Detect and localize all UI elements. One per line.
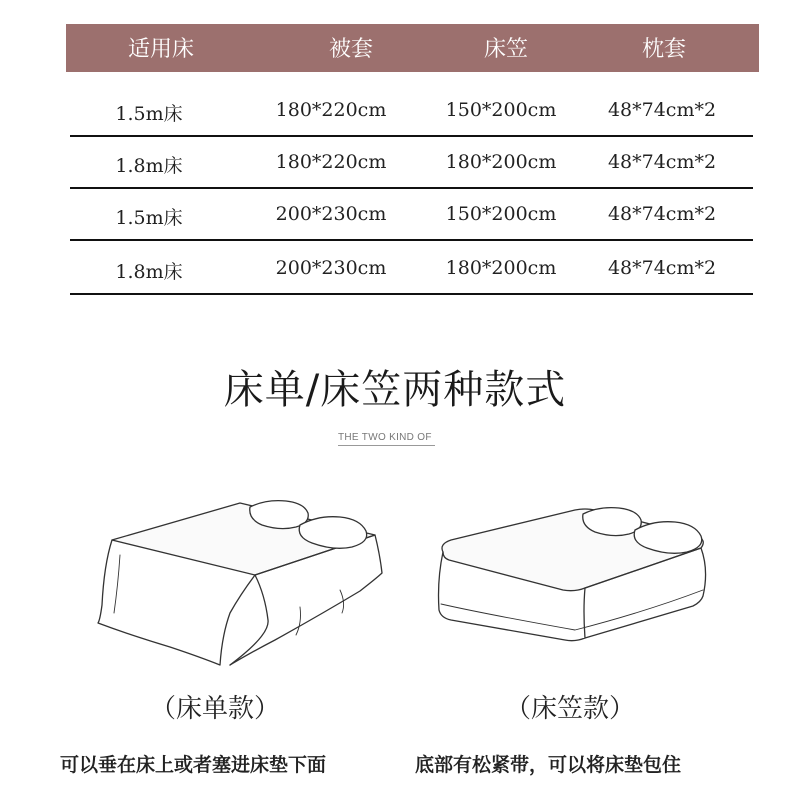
fitted-sheet-description: 底部有松紧带，可以将床垫包住 <box>415 754 682 776</box>
cell-duvet-cover: 180*220cm <box>275 151 387 173</box>
table-header <box>66 24 759 72</box>
row-divider <box>70 293 753 295</box>
table-row <box>70 243 753 295</box>
cell-duvet-cover: 200*230cm <box>275 203 387 225</box>
cell-fitted-sheet: 180*200cm <box>445 257 557 279</box>
cell-bed-size: 1.8m床 <box>115 261 183 283</box>
row-divider <box>70 239 753 241</box>
section-title: 床单/床笠两种款式 <box>223 367 567 413</box>
cell-fitted-sheet: 180*200cm <box>445 151 557 173</box>
fitted-sheet-caption: （床笠款） <box>504 694 636 724</box>
cell-pillowcase: 48*74cm*2 <box>607 257 717 279</box>
header-duvet-cover: 被套 <box>328 37 374 62</box>
section-subtitle: THE TWO KIND OF <box>338 432 432 443</box>
header-pillowcase: 枕套 <box>641 37 687 62</box>
cell-fitted-sheet: 150*200cm <box>445 99 557 121</box>
table-row <box>70 85 753 137</box>
header-fitted-sheet: 床笠 <box>483 37 529 62</box>
cell-pillowcase: 48*74cm*2 <box>607 151 717 173</box>
cell-duvet-cover: 200*230cm <box>275 257 387 279</box>
cell-bed-size: 1.8m床 <box>115 155 183 177</box>
flat-sheet-description: 可以垂在床上或者塞进床垫下面 <box>60 754 327 776</box>
table-row <box>70 189 753 241</box>
header-bed-size: 适用床 <box>127 37 195 62</box>
flat-sheet-bed-icon <box>90 495 390 675</box>
cell-pillowcase: 48*74cm*2 <box>607 203 717 225</box>
flat-sheet-caption: （床单款） <box>149 694 281 724</box>
cell-bed-size: 1.5m床 <box>115 103 183 125</box>
cell-fitted-sheet: 150*200cm <box>445 203 557 225</box>
cell-bed-size: 1.5m床 <box>115 207 183 229</box>
cell-duvet-cover: 180*220cm <box>275 99 387 121</box>
fitted-sheet-bed-icon <box>425 500 720 650</box>
cell-pillowcase: 48*74cm*2 <box>607 99 717 121</box>
table-row <box>70 137 753 189</box>
subtitle-underline <box>338 445 435 446</box>
